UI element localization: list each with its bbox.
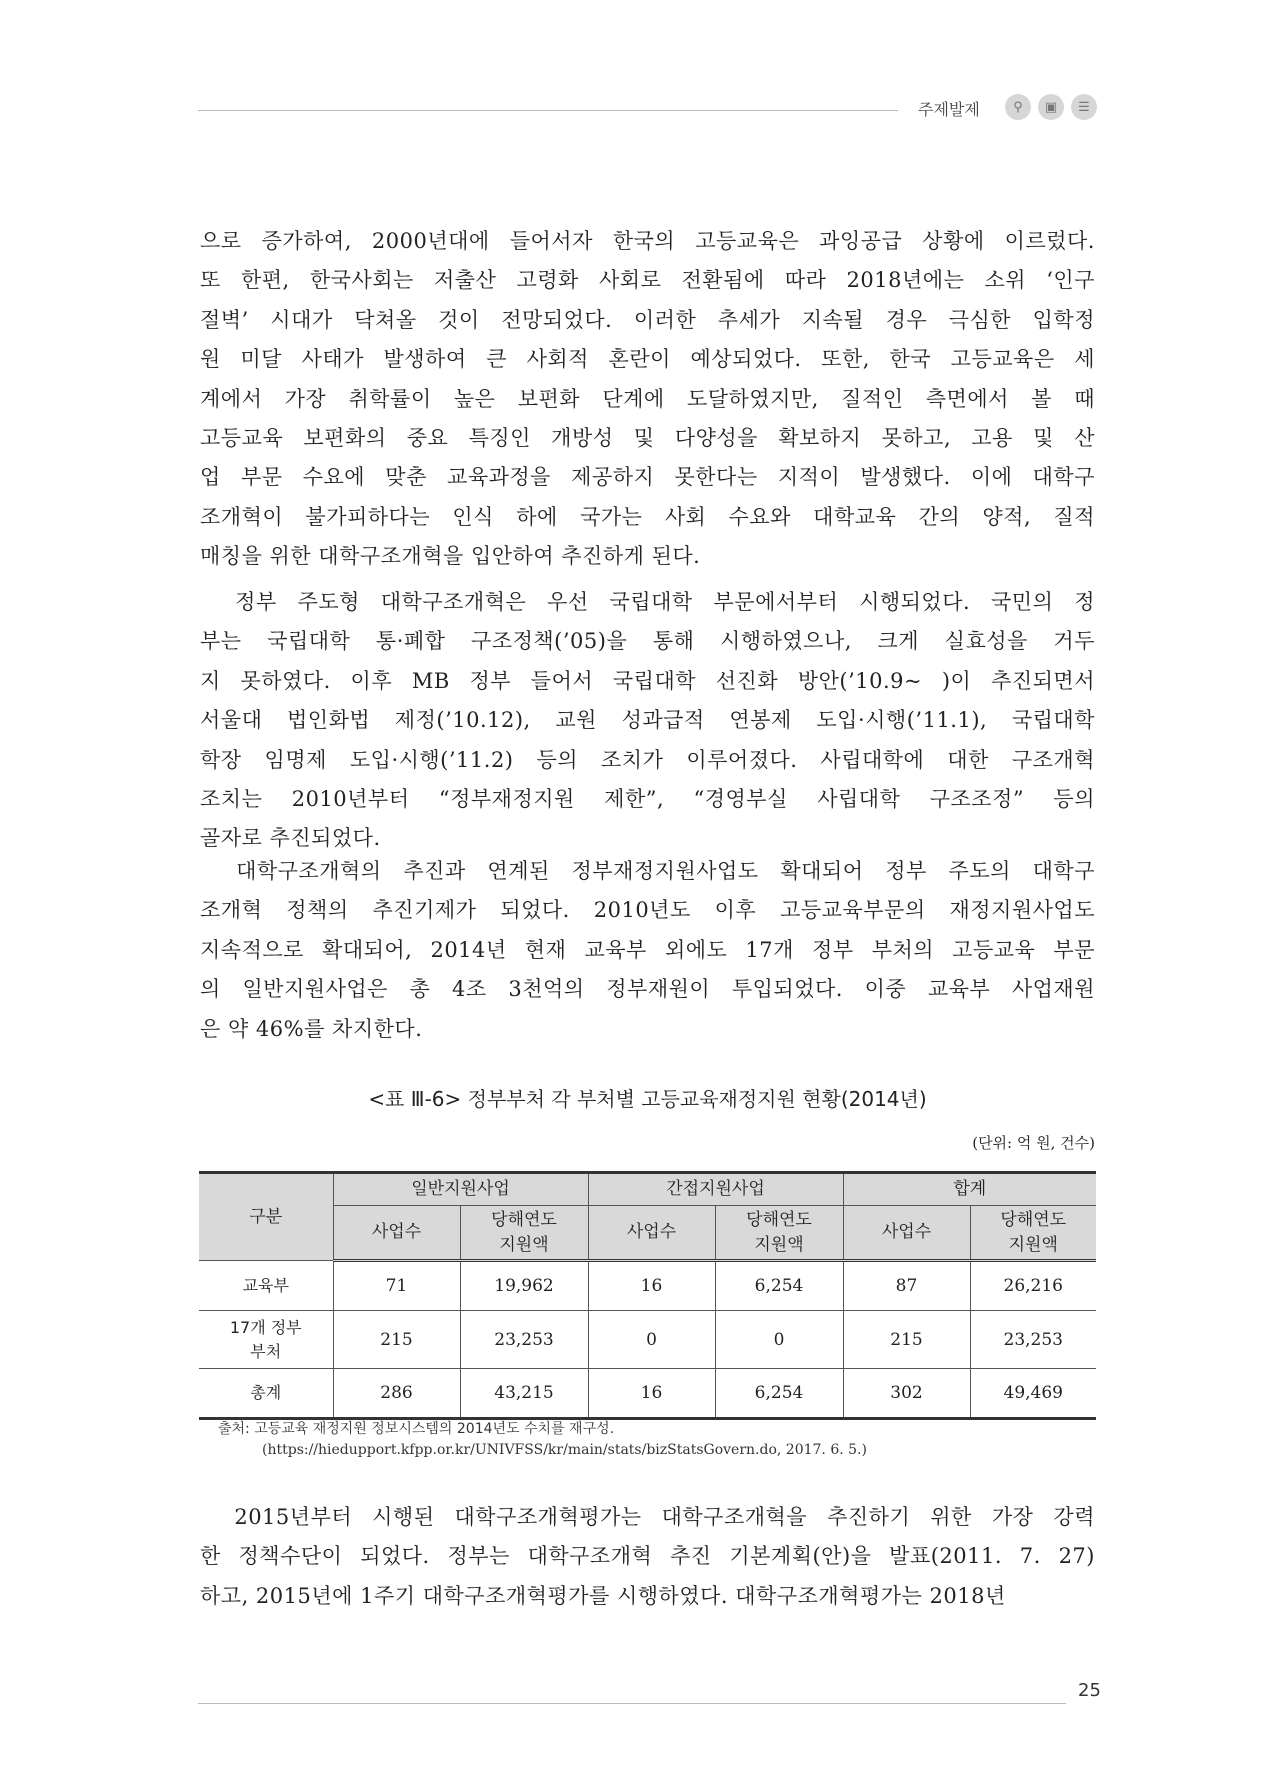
- group-header: 일반지원사업: [333, 1173, 588, 1206]
- text-line: 골자로 추진되었다.: [200, 826, 381, 851]
- table-cell: 16: [588, 1261, 715, 1311]
- table-cell: 0: [715, 1311, 843, 1369]
- table-cell: 71: [333, 1261, 460, 1311]
- text-line: 고등교육 보편화의 중요 특징인 개방성 및 다양성을 확보하지 못하고, 고용 및 산: [200, 425, 1095, 450]
- subheader-amount-line2: 지원액: [499, 1234, 549, 1255]
- table-cell: 302: [843, 1369, 970, 1419]
- group-header: 간접지원사업: [588, 1173, 843, 1206]
- text-line: 은 약 46%를 차지한다.: [200, 1016, 423, 1041]
- text-line: 계에서 가장 취학률이 높은 보편화 단계에 도달하였지만, 질적인 측면에서 볼 때: [200, 386, 1095, 411]
- subheader-amount-line1: 당해연도: [1000, 1209, 1067, 1230]
- text-line: 대학구조개혁의 추진과 연계된 정부재정지원사업도 확대되어 정부 주도의 대학구: [200, 859, 1095, 883]
- text-line: 한 정책수단이 되었다. 정부는 대학구조개혁 추진 기본계획(안)을 발표(2011. 7. 27): [200, 1544, 1095, 1569]
- funding-table: [199, 1171, 1096, 1420]
- subheader-amount-line1: 당해연도: [746, 1209, 812, 1230]
- section-title: 주제발제: [918, 100, 980, 119]
- subheader-amount: [715, 1206, 843, 1261]
- text-line: 2015년부터 시행된 대학구조개혁평가는 대학구조개혁을 추진하기 위한 가장 강력: [200, 1505, 1095, 1529]
- row-label: 총계: [199, 1369, 333, 1419]
- table-cell: 6,254: [715, 1261, 843, 1311]
- footer-rule: [198, 1703, 1066, 1704]
- body-paragraph-3: [200, 852, 1095, 1049]
- text-line: 조치는 2010년부터 “정부재정지원 제한”, “경영부실 사립대학 구조조정” 등의: [200, 786, 1095, 811]
- row-label: 교육부: [199, 1261, 333, 1311]
- table-source-url: (https://hiedupport.kfpp.or.kr/UNIVFSS/kr/main/stats/bizStatsGovern.do, 2017. 6. 5.): [262, 1442, 867, 1458]
- table-cell: 49,469: [970, 1369, 1096, 1419]
- body-paragraph-2: [200, 583, 1095, 859]
- table-row: [199, 1369, 1096, 1419]
- subheader-count: 사업수: [843, 1206, 970, 1261]
- text-line: 부는 국립대학 통·폐합 구조정책(’05)을 통해 시행하였으나, 크게 실효성을 거두: [200, 629, 1095, 654]
- subheader-amount-line2: 지원액: [754, 1234, 804, 1255]
- subheader-amount: [970, 1206, 1096, 1261]
- table-row: [199, 1311, 1096, 1369]
- body-paragraph-1: [200, 222, 1095, 577]
- text-line: 조개혁 정책의 추진기제가 되었다. 2010년도 이후 고등교육부문의 재정지원사업도: [200, 898, 1095, 923]
- table-cell: 19,962: [460, 1261, 588, 1311]
- text-line: 서울대 법인화법 제정(’10.12), 교원 성과급적 연봉제 도입·시행(’11.1), 국립대학: [200, 708, 1095, 733]
- subheader-amount-line2: 지원액: [1008, 1234, 1058, 1255]
- page-number: 25: [1078, 1680, 1101, 1701]
- text-line: 으로 증가하여, 2000년대에 들어서자 한국의 고등교육은 과잉공급 상황에 이르렀다.: [200, 229, 1095, 253]
- table-cell: 23,253: [970, 1311, 1096, 1369]
- text-line: 지 못하였다. 이후 MB 정부 들어서 국립대학 선진화 방안(’10.9~ )이 추진되면서: [200, 668, 1095, 693]
- text-line: 원 미달 사태가 발생하여 큰 사회적 혼란이 예상되었다. 또한, 한국 고등교육은 세: [200, 347, 1095, 372]
- table-cell: 215: [333, 1311, 460, 1369]
- text-line: 의 일반지원사업은 총 4조 3천억의 정부재원이 투입되었다. 이중 교육부 사업재원: [200, 977, 1095, 1002]
- table-cell: 87: [843, 1261, 970, 1311]
- table-cell: 16: [588, 1369, 715, 1419]
- text-line: 학장 임명제 도입·시행(’11.2) 등의 조치가 이루어졌다. 사립대학에 대한 구조개혁: [200, 747, 1095, 772]
- text-line: 업 부문 수요에 맞춘 교육과정을 제공하지 못한다는 지적이 발생했다. 이에 대학구: [200, 465, 1095, 490]
- table-cell: 6,254: [715, 1369, 843, 1419]
- text-line: 절벽’ 시대가 닥쳐올 것이 전망되었다. 이러한 추세가 지속될 경우 극심한 입학정: [200, 307, 1095, 332]
- table-cell: 0: [588, 1311, 715, 1369]
- table-row: [199, 1261, 1096, 1311]
- group-header: 합계: [843, 1173, 1096, 1206]
- text-line: 하고, 2015년에 1주기 대학구조개혁평가를 시행하였다. 대학구조개혁평가는 2018년: [200, 1583, 1006, 1608]
- table-cell: 26,216: [970, 1261, 1096, 1311]
- row-header: 구분: [199, 1173, 333, 1261]
- subheader-count: 사업수: [333, 1206, 460, 1261]
- text-line: 정부 주도형 대학구조개혁은 우선 국립대학 부문에서부터 시행되었다. 국민의 정: [200, 590, 1095, 614]
- header-rule: [198, 110, 898, 111]
- list-icon: ☰: [1071, 94, 1097, 120]
- row-label: 17개 정부 부처: [199, 1311, 333, 1369]
- subheader-amount: [460, 1206, 588, 1261]
- table-source: 출처: 고등교육 재정지원 정보시스템의 2014년도 수치를 재구성.: [218, 1421, 615, 1437]
- text-line: 매칭을 위한 대학구조개혁을 입안하여 추진하게 된다.: [200, 544, 701, 569]
- table-unit: (단위: 억 원, 건수): [972, 1134, 1095, 1152]
- subheader-count: 사업수: [588, 1206, 715, 1261]
- table-cell: 43,215: [460, 1369, 588, 1419]
- text-line: 지속적으로 확대되어, 2014년 현재 교육부 외에도 17개 정부 부처의 고등교육 부문: [200, 937, 1095, 962]
- subheader-amount-line1: 당해연도: [491, 1209, 557, 1230]
- text-line: 또 한편, 한국사회는 저출산 고령화 사회로 전환됨에 따라 2018년에는 소위 ‘인구: [200, 268, 1095, 293]
- search-icon: ⚲: [1005, 94, 1031, 120]
- header-icons: [1005, 94, 1097, 120]
- table-cell: 23,253: [460, 1311, 588, 1369]
- table-caption: <표 Ⅲ-6> 정부부처 각 부처별 고등교육재정지원 현황(2014년): [368, 1087, 927, 1111]
- table-cell: 215: [843, 1311, 970, 1369]
- text-line: 조개혁이 불가피하다는 인식 하에 국가는 사회 수요와 대학교육 간의 양적, 질적: [200, 504, 1095, 529]
- table-cell: 286: [333, 1369, 460, 1419]
- monitor-icon: ▣: [1038, 94, 1064, 120]
- body-paragraph-4: [200, 1498, 1095, 1616]
